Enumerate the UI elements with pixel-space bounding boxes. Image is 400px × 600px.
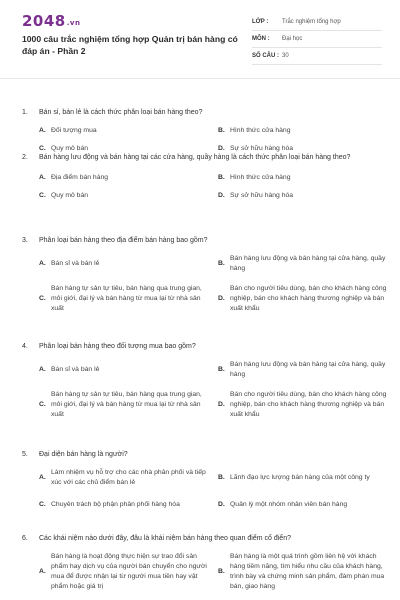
meta-count-row xyxy=(252,48,382,65)
question-text: Phân loại bán hàng theo địa điểm bán hàng bao gồm? xyxy=(39,237,208,244)
question-stem xyxy=(22,153,382,163)
question-text: Phân loại bán hàng theo đối tượng mua bao gồm? xyxy=(39,343,196,350)
option-d[interactable]: D. Sự sở hữu hàng hóa xyxy=(218,192,294,199)
site-logo[interactable]: 2048.vn xyxy=(22,12,81,30)
answer-options xyxy=(39,360,387,420)
option-b[interactable]: B. Bán hàng lưu động và bán hàng tại cửa hàng, quầy hàng xyxy=(218,255,386,272)
meta-value: Trắc nghiệm tổng hợp xyxy=(282,19,341,25)
question-number: 6. xyxy=(22,535,28,542)
option-c[interactable]: C. Chuyên trách bộ phận phân phối hàng hóa xyxy=(39,501,180,508)
question-number: 5. xyxy=(22,451,28,458)
answer-options xyxy=(39,254,387,314)
option-a[interactable]: A. Đối tượng mua xyxy=(39,127,97,134)
option-a[interactable]: A. Làm nhiệm vụ hỗ trợ cho các nhà phân phối và tiếp xúc với các chủ điểm bán lẻ xyxy=(39,469,206,486)
answer-options xyxy=(39,552,385,592)
option-a[interactable]: A. Bán sỉ và bán lẻ xyxy=(39,366,100,373)
option-a[interactable]: A. Bán hàng là hoạt động thực hiện sự trao đổi sản phẩm hay dịch vụ của người bán chuyển cho người mua để được nhận lại từ người mua tiền hay vật phẩm hoặc giá trị xyxy=(39,553,207,590)
answer-options xyxy=(39,126,382,154)
meta-subject-row xyxy=(252,31,382,48)
question-number: 1. xyxy=(22,109,28,116)
meta-value: Đại học xyxy=(282,36,303,42)
meta-key: LỚP : xyxy=(252,19,269,25)
question-number: 4. xyxy=(22,343,28,350)
header-divider xyxy=(0,78,400,79)
question-3 xyxy=(22,236,387,314)
question-text: Bán hàng lưu động và bán hàng tại các cửa hàng, quầy hàng là cách thức phân loại bán hàng theo? xyxy=(39,154,351,161)
document-title: 1000 câu trắc nghiệm tổng hợp Quản trị bán hàng có đáp án - Phần 2 xyxy=(22,34,238,56)
question-5 xyxy=(22,450,382,510)
meta-class-row xyxy=(252,14,382,31)
question-6 xyxy=(22,534,385,592)
answer-options xyxy=(39,173,382,201)
option-b[interactable]: B. Bán hàng lưu động và bán hàng tại cửa hàng, quầy hàng xyxy=(218,361,386,378)
option-b[interactable]: B. Lãnh đạo lực lượng bán hàng của một công ty xyxy=(218,474,370,481)
question-stem xyxy=(22,450,382,460)
option-d[interactable]: D. Quản lý một nhóm nhân viên bán hàng xyxy=(218,501,348,508)
meta-key: MÔN : xyxy=(252,36,270,42)
question-text: Các khái niệm nào dưới đây, đâu là khái niệm bán hàng theo quan điểm cổ điển? xyxy=(39,535,291,542)
option-a[interactable]: A. Bán sỉ và bán lẻ xyxy=(39,260,100,267)
question-text: Đại diện bán hàng là người? xyxy=(39,451,128,458)
option-d[interactable]: D. Sự sở hữu hàng hóa xyxy=(218,145,294,152)
answer-options xyxy=(39,468,382,510)
option-c[interactable]: C. Bán hàng tự sản tự tiêu, bán hàng qua trung gian, môi giới, đại lý và bán hàng từ mua lại từ nhà sản xuất xyxy=(39,285,202,312)
option-b[interactable]: B. Hình thức cửa hàng xyxy=(218,127,291,134)
question-2 xyxy=(22,153,382,201)
question-number: 2. xyxy=(22,154,28,161)
question-1 xyxy=(22,108,382,154)
document-meta xyxy=(252,14,382,65)
option-c[interactable]: C. Quy mô bán xyxy=(39,145,89,152)
question-stem xyxy=(22,108,382,118)
meta-key: SỐ CÂU : xyxy=(252,53,279,59)
option-b[interactable]: B. Hình thức cửa hàng xyxy=(218,174,291,181)
question-stem xyxy=(22,236,382,246)
question-text: Bán sỉ, bán lẻ là cách thức phân loại bán hàng theo? xyxy=(39,109,203,116)
question-4 xyxy=(22,342,387,420)
option-b[interactable]: B. Bán hàng là một quá trình gồm liên hệ với khách hàng tiềm năng, tìm hiểu nhu cầu của khách hàng, trình bày và chứng minh sản phẩm, đàm phán mua bán, giao hàng xyxy=(218,553,385,590)
option-c[interactable]: C. Bán hàng tự sản tự tiêu, bán hàng qua trung gian, môi giới, đại lý và bán hàng từ mua lại từ nhà sản xuất xyxy=(39,391,202,418)
page-header xyxy=(0,0,400,76)
question-number: 3. xyxy=(22,237,28,244)
option-d[interactable]: D. Bán cho người tiêu dùng, bán cho khách hàng công nghiệp, bán cho khách hàng thương nghiệp và bán xuất khẩu xyxy=(218,285,387,312)
option-c[interactable]: C. Quy mô bán xyxy=(39,192,89,199)
option-d[interactable]: D. Bán cho người tiêu dùng, bán cho khách hàng công nghiệp, bán cho khách hàng thương nghiệp và bán xuất khẩu xyxy=(218,391,387,418)
meta-value: 30 xyxy=(282,53,289,59)
option-a[interactable]: A. Địa điểm bán hàng xyxy=(39,174,109,181)
question-stem xyxy=(22,342,382,352)
question-stem xyxy=(22,534,382,544)
